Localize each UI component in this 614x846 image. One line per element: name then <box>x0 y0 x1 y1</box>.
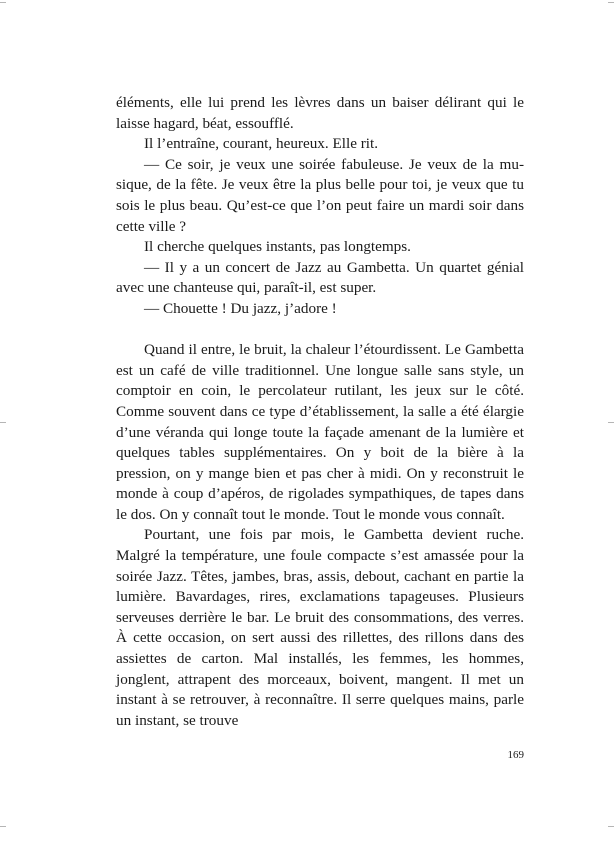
crop-mark-right-mid <box>608 422 614 423</box>
paragraph-1: Il l’entraîne, courant, heureux. Elle rit. <box>144 135 379 153</box>
paragraph-2: — Ce soir, je veux une soirée fabuleuse. Je veux de la musique, de la fête. Je veux être la plus belle pour toi, je veux que tu sois le plus beau. Qu’est-ce que l’on peut faire un mardi soir dans cette ville ? <box>116 155 524 235</box>
paragraph-0: éléments, elle lui prend les lèvres dans un baiser délirant qui le laisse hagard, béat, essoufflé. <box>116 94 524 132</box>
paragraph-6: Quand il entre, le bruit, la chaleur l’étourdissent. Le Gambetta est un café de ville traditionnel. Une longue salle sans style, un comptoir en coin, le percolateur rutilant, les jeux sur le côté. Comme souvent dans ce type d’établissement, la salle a été élargie d’une véranda qui longe toute la façade amenant de la lumière et quelques tables supplémentaires. On y boit de la bière à la pression, on y mange bien et pas cher à midi. On y reconstruit le monde à coup d’apéros, de rigolades sympathiques, de tapes dans le dos. On y connaît tout le monde. Tout le monde vous connaît. <box>116 341 524 523</box>
page-number: 169 <box>507 749 524 761</box>
paragraph-7: Pourtant, une fois par mois, le Gambetta devient ruche. Malgré la température, une foule compacte s’est amassée pour la soirée Jazz. Têtes, jambes, bras, assis, debout, cachant en partie la lumière. Bavardages, rires, exclamations tapageuses. Plusieurs serveuses derrière le bar. Le bruit des consommations, des verres. À cette occasion, on sert aussi des rillettes, des rillons dans des assiettes de carton. Mal installés, les femmes, les hommes, jonglent, attrapent des morceaux, boivent, mangent. Il met un instant à se retrouver, à reconnaître. Il serre quelques mains, parle un instant, se trouve <box>116 526 524 729</box>
crop-mark-top-right <box>608 2 614 3</box>
body-text <box>116 93 524 731</box>
crop-mark-top-left <box>0 2 6 3</box>
paragraph-4: — Il y a un concert de Jazz au Gambetta. Un quartet génial avec une chanteuse qui, paraît-il, est super. <box>116 258 524 297</box>
crop-mark-left-mid <box>0 422 6 423</box>
crop-mark-bottom-right <box>608 826 614 827</box>
paragraph-5: — Chouette ! Du jazz, j’adore ! <box>144 299 337 317</box>
paragraph-3: Il cherche quelques instants, pas longtemps. <box>144 238 411 256</box>
crop-mark-bottom-left <box>0 826 6 827</box>
